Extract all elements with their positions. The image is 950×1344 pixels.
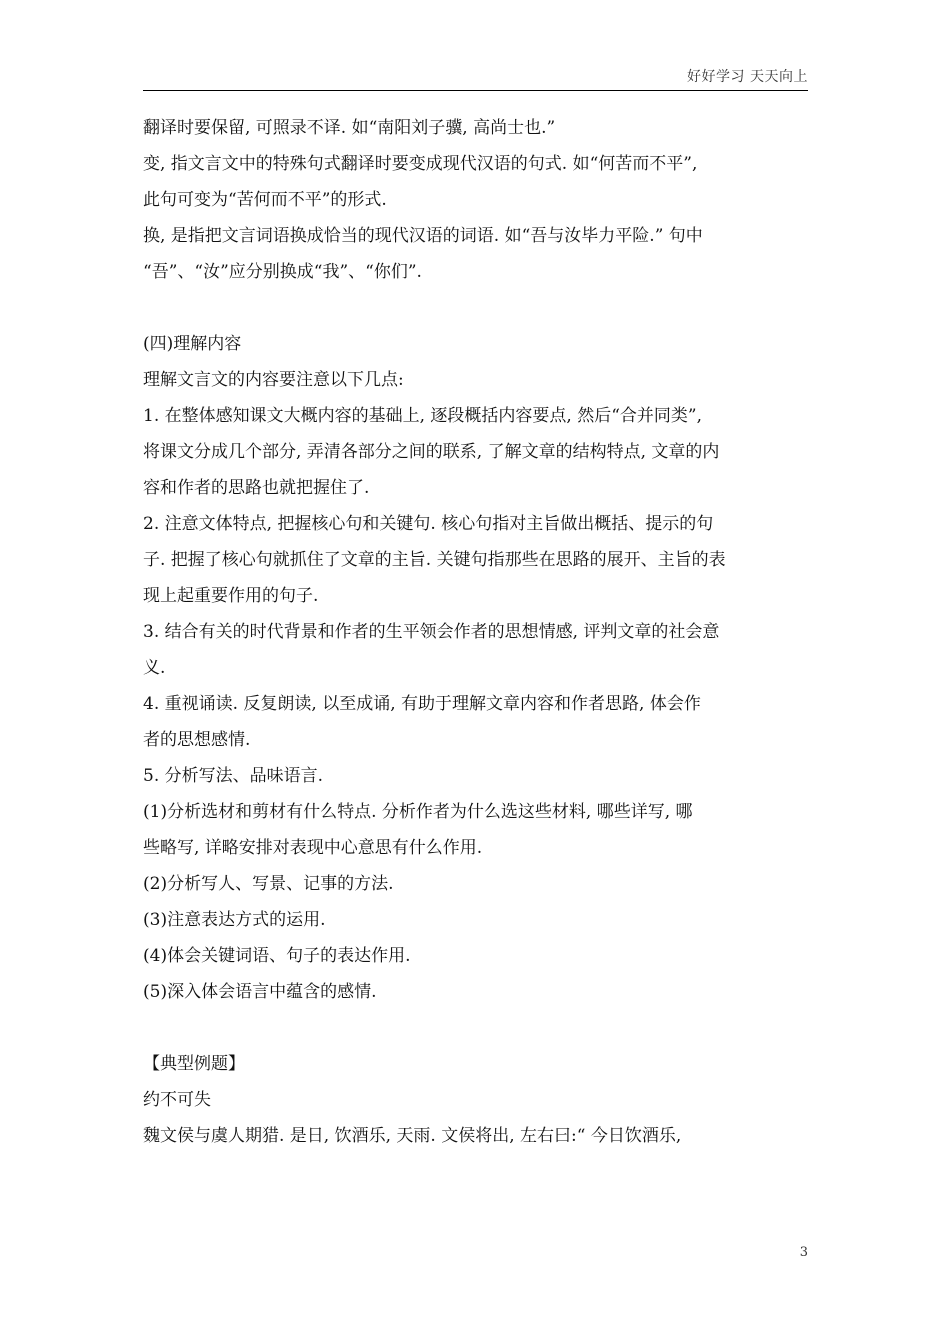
text-line: 些略写, 详略安排对表现中心意思有什么作用.: [143, 838, 483, 858]
section-heading: (四)理解内容: [143, 334, 242, 354]
text-line: 1. 在整体感知课文大概内容的基础上, 逐段概括内容要点, 然后“合并同类”,: [143, 406, 703, 426]
text-line: 子. 把握了核心句就抓住了文章的主旨. 关键句指那些在思路的展开、主旨的表: [143, 550, 726, 570]
section-heading: 【典型例题】: [143, 1054, 245, 1074]
blank-line: [143, 290, 808, 326]
text-line: 5. 分析写法、品味语言.: [143, 766, 324, 786]
text-line: (2)分析写人、写景、记事的方法.: [143, 874, 394, 894]
text-line: (4)体会关键词语、句子的表达作用.: [143, 946, 411, 966]
text-line: 容和作者的思路也就把握住了.: [143, 478, 370, 498]
text-line: 3. 结合有关的时代背景和作者的生平领会作者的思想情感, 评判文章的社会意: [143, 622, 720, 642]
text-line: 4. 重视诵读. 反复朗读, 以至成诵, 有助于理解文章内容和作者思路, 体会作: [143, 694, 701, 714]
text-line: 变, 指文言文中的特殊句式翻译时要变成现代汉语的句式. 如“何苦而不平”,: [143, 154, 698, 174]
example-title: 约不可失: [143, 1090, 211, 1110]
text-line: 2. 注意文体特点, 把握核心句和关键句. 核心句指对主旨做出概括、提示的句: [143, 514, 714, 534]
blank-line: [143, 1010, 808, 1046]
text-line: 将课文分成几个部分, 弄清各部分之间的联系, 了解文章的结构特点, 文章的内: [143, 442, 720, 462]
text-line: 理解文言文的内容要注意以下几点:: [143, 370, 404, 390]
document-body: [143, 110, 808, 1154]
text-line: 义.: [143, 658, 166, 678]
text-line: 翻译时要保留, 可照录不译. 如“南阳刘子骥, 高尚士也.”: [143, 118, 556, 138]
page-header: 好好学习 天天向上: [687, 69, 808, 85]
text-line: 换, 是指把文言词语换成恰当的现代汉语的词语. 如“吾与汝毕力平险.” 句中: [143, 226, 703, 246]
page-number: 3: [799, 1245, 808, 1260]
text-line: (3)注意表达方式的运用.: [143, 910, 326, 930]
text-line: 魏文侯与虞人期猎. 是日, 饮酒乐, 天雨. 文侯将出, 左右曰:“ 今日饮酒乐,: [143, 1126, 682, 1146]
text-line: (5)深入体会语言中蕴含的感情.: [143, 982, 377, 1002]
text-line: 此句可变为“苦何而不平”的形式.: [143, 190, 387, 210]
text-line: 现上起重要作用的句子.: [143, 586, 319, 606]
text-line: 者的思想感情.: [143, 730, 251, 750]
text-line: (1)分析选材和剪材有什么特点. 分析作者为什么选这些材料, 哪些详写, 哪: [143, 802, 693, 822]
header-rule: [143, 90, 808, 91]
text-line: “吾”、“汝”应分别换成“我”、“你们”.: [143, 262, 422, 282]
